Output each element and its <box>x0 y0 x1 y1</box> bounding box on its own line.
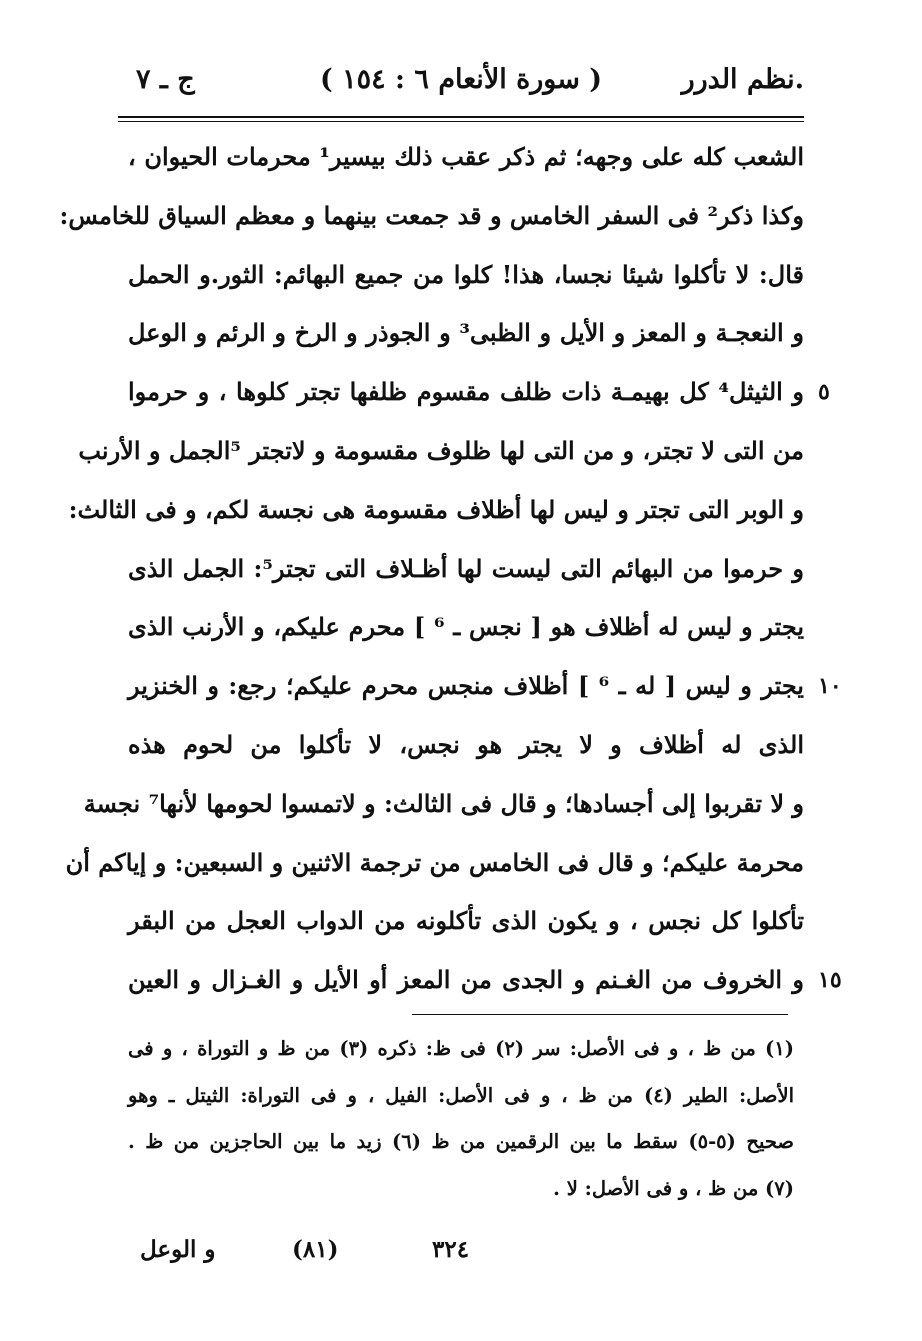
surah-reference: ( سورة الأنعام ٦ : ١٥٤ ) <box>319 64 603 95</box>
text-line: تأكلوا كل نجس ، و يكون الذى تأكلونه من الدواب العجل من البقر <box>128 906 804 936</box>
text-line: وكذا ذكر² فى السفر الخامس و قد جمعت بينهما و معظم السياق للخامس: <box>59 200 804 230</box>
header-rule-thin <box>118 121 804 122</box>
signature-number: (٨١) <box>292 1236 339 1263</box>
text-line: و لا تقربوا إلى أجسادها؛ و قال فى الثالث: و لاتمسوا لحومها لأنها⁷ نجسة <box>83 788 804 818</box>
main-text <box>59 128 842 1010</box>
header-rule <box>118 116 804 118</box>
volume-label: ج ـ ٧ <box>136 64 195 95</box>
page-footer <box>130 1236 480 1270</box>
text-line: و الوبر التى تجتر و ليس لها أظلاف مقسومة هى نجسة لكم، و فى الثالث: <box>68 494 804 524</box>
footnotes <box>128 1026 794 1212</box>
text-line: يجتر و ليس له أظلاف هو [ نجس ـ ⁶ ] محرم عليكم، و الأرنب الذى <box>128 612 804 642</box>
book-title: .نظم الدرر <box>681 64 804 95</box>
text-line: و الثيثل⁴ كل بهيمـة ذات ظلف مقسوم ظلفها تجتر كلوها ، و حرموا ٥ <box>128 363 804 422</box>
footnote-line: صحيح (٥-٥) سقط ما بين الرقمين من ظ (٦) زيد ما بين الحاجزين من ظ . <box>128 1130 794 1153</box>
text-line: الشعب كله على وجهه؛ ثم ذكر عقب ذلك بيسير¹ محرمات الحيوان ، <box>128 142 805 171</box>
footnote-rule <box>412 1014 788 1015</box>
text-line: و حرموا من البهائم التى ليست لها أظـلاف التى تجتر⁵: الجمل الذى <box>128 553 804 583</box>
text-line: من التى لا تجتر، و من التى لها ظلوف مقسومة و لاتجتر ⁵الجمل و الأرنب <box>78 435 804 465</box>
page-number: ٣٢٤ <box>432 1236 470 1263</box>
catchword: و الوعل <box>140 1236 216 1263</box>
text-line: يجتر و ليس [ له ـ ⁶ ] أظلاف منجس محرم عليكم؛ رجع: و الخنزير ١٠ <box>128 657 804 716</box>
footnote-line: الأصل: الطير (٤) من ظ ، و فى الأصل: الفيل ، و فى التوراة: الثيتل ـ وهو <box>128 1083 795 1107</box>
line-number: ١٠ <box>818 673 842 700</box>
text-line: الذى له أظلاف و لا يجتر هو نجس، لا تأكلوا من لحوم هذه <box>128 729 804 759</box>
text-line: قال: لا تأكلوا شيئا نجسا، هذا! كلوا من جميع البهائم: الثور.و الحمل <box>128 259 804 289</box>
footnote-line: (٧) من ظ ، و فى الأصل: لا . <box>553 1176 794 1200</box>
text-line: و النعجـة و المعز و الأيل و الظبى³ و الجوذر و الرخ و الرئم و الوعل <box>128 318 804 348</box>
text-line: محرمة عليكم؛ و قال فى الخامس من ترجمة الاثنين و السبعين: و إياكم أن <box>65 847 804 877</box>
footnote-line: (١) من ظ ، و فى الأصل: سر (٢) فى ظ: ذكره (٣) من ظ و التوراة ، و فى <box>128 1037 794 1060</box>
line-number: ١٥ <box>818 967 842 994</box>
running-header <box>118 64 804 108</box>
text-line: و الخروف من الغـنم و الجدى من المعز أو الأيل و الغـزال و العين ١٥ <box>128 951 804 1010</box>
line-number: ٥ <box>818 379 830 406</box>
